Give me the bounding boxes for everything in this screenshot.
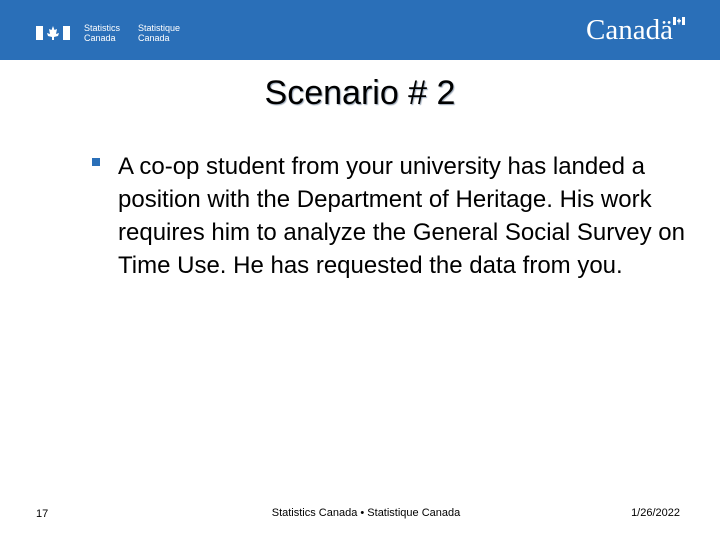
header-bar [0, 0, 720, 60]
page-number: 17 [36, 508, 49, 520]
org-name-english: Statistics Canada [84, 23, 121, 43]
canada-wordmark: Canadä [586, 14, 673, 46]
footer-date: 1/26/2022 [631, 507, 680, 519]
bullet-list [92, 150, 692, 282]
footer-organization: Statistics Canada • Statistique Canada [271, 507, 461, 519]
bullet-square-icon [92, 158, 100, 166]
slide-title: Scenario # 2 [264, 74, 456, 112]
canada-flag-symbol-icon [36, 24, 70, 42]
org-name-french: Statistique Canada [138, 23, 181, 43]
wordmark-flag-icon [673, 17, 685, 25]
bullet-text: A co-op student from your university has landed a position with the Department of Heritage. His work requires him to analyze the General Social Survey on Time Use. He has requested the data from you. [118, 153, 685, 279]
